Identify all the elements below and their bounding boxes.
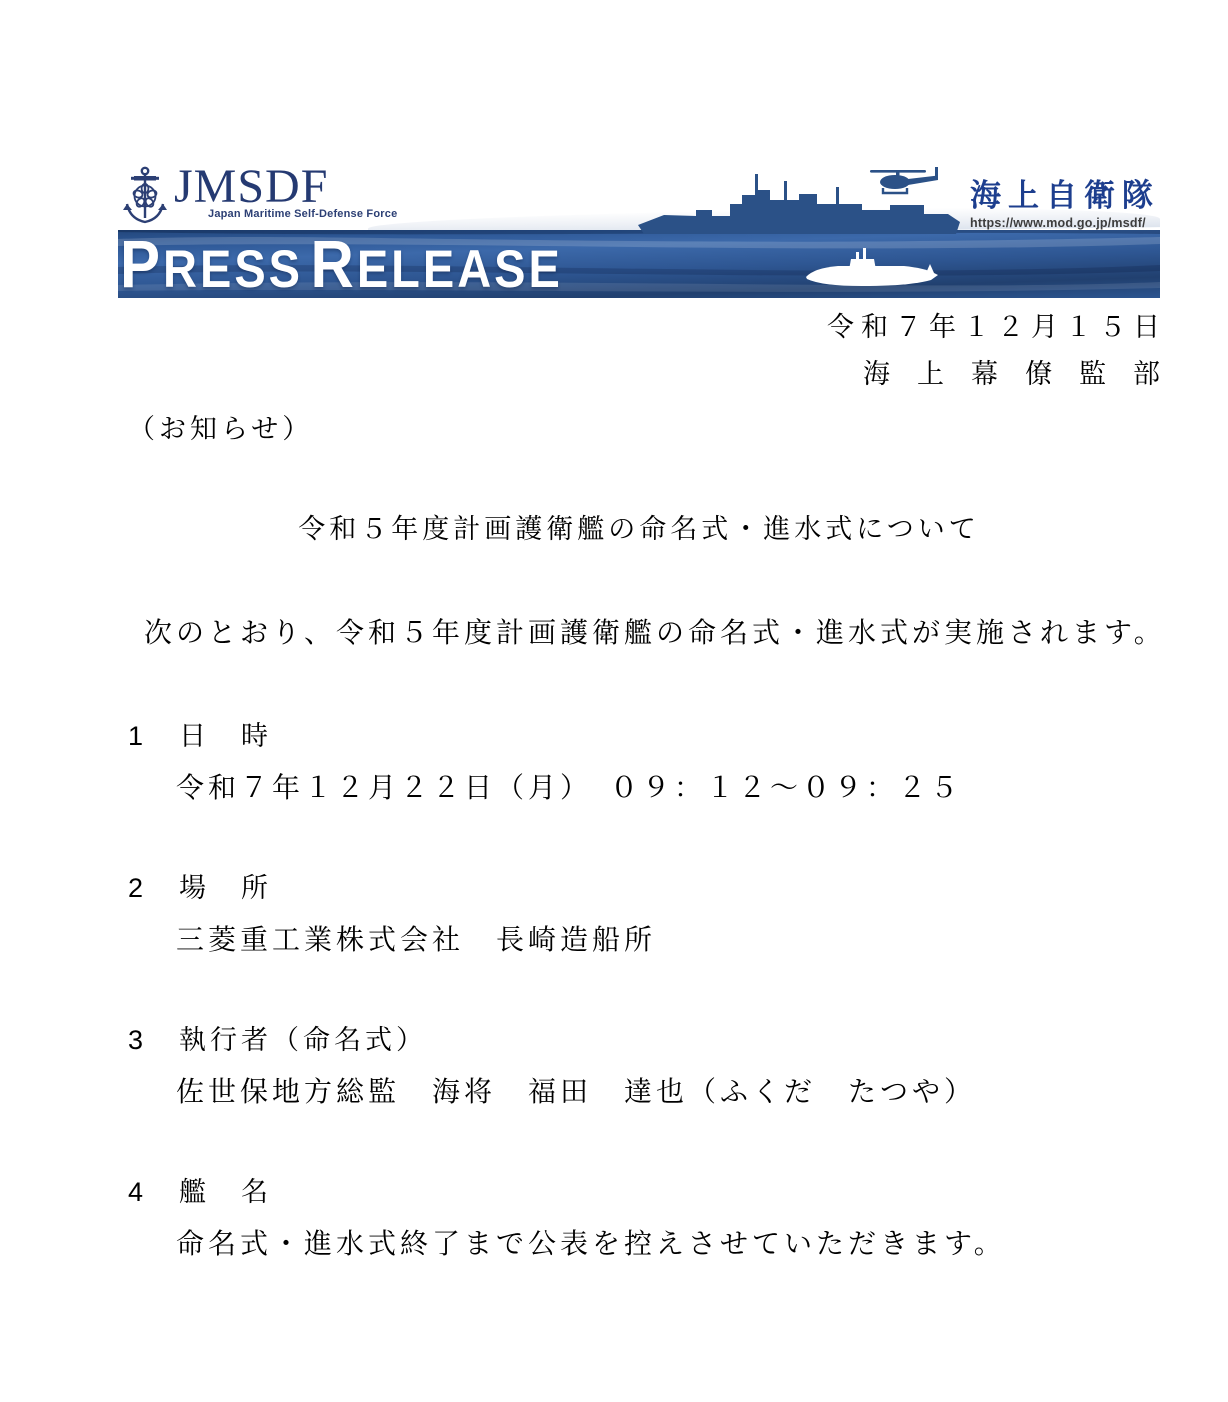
date-issuer-block xyxy=(827,304,1187,398)
notice-label: （お知らせ） xyxy=(128,414,314,444)
issuer: 海上幕僚監部 xyxy=(863,359,1187,389)
section-1-label: 日 時 xyxy=(179,721,273,751)
section-4-label: 艦 名 xyxy=(179,1177,273,1207)
press-rest: RESS xyxy=(163,238,304,298)
anchor-emblem-icon xyxy=(122,162,168,228)
document-title: 令和５年度計画護衛艦の命名式・進水式について xyxy=(298,514,980,544)
org-block xyxy=(970,170,1162,230)
section-3-label: 執行者（命名式） xyxy=(179,1025,428,1055)
org-url: https://www.mod.go.jp/msdf/ xyxy=(970,216,1146,230)
press-letter-p: P xyxy=(120,230,164,298)
jmsdf-logo xyxy=(122,162,397,228)
jmsdf-tagline: Japan Maritime Self-Defense Force xyxy=(208,208,398,220)
jmsdf-acronym: JMSDF xyxy=(174,160,329,213)
jmsdf-logo-text xyxy=(174,162,397,220)
section-1-detail: 令和７年１２月２２日（月） ０９：１２～０９：２５ xyxy=(176,772,963,803)
press-release-band xyxy=(118,230,1160,298)
submarine-silhouette-icon xyxy=(804,246,940,297)
section-1-heading xyxy=(128,714,272,753)
section-3-detail: 佐世保地方総監 海将 福田 達也（ふくだ たつや） xyxy=(176,1076,977,1107)
release-rest: ELEASE xyxy=(356,238,563,298)
release-date: 令和７年１２月１５日 xyxy=(827,312,1167,342)
press-release-title xyxy=(120,231,563,298)
section-4-detail: 命名式・進水式終了まで公表を控えさせていただきます。 xyxy=(176,1228,1006,1259)
section-1-number: 1 xyxy=(128,721,148,751)
section-2-number: 2 xyxy=(128,873,148,903)
section-4-number: 4 xyxy=(128,1177,148,1207)
section-2-detail: 三菱重工業株式会社 長崎造船所 xyxy=(176,924,657,955)
header-banner xyxy=(118,160,1160,298)
section-2-heading xyxy=(128,866,272,905)
helicopter-silhouette-icon xyxy=(868,166,946,203)
section-3-heading xyxy=(128,1018,427,1057)
release-letter-r: R xyxy=(310,230,357,298)
section-4-heading xyxy=(128,1170,272,1209)
section-3-number: 3 xyxy=(128,1025,148,1055)
lead-paragraph: 次のとおり、令和５年度計画護衛艦の命名式・進水式が実施されます。 xyxy=(144,617,1166,648)
org-name: 海上自衛隊 xyxy=(970,178,1160,213)
section-2-label: 場 所 xyxy=(179,873,273,903)
